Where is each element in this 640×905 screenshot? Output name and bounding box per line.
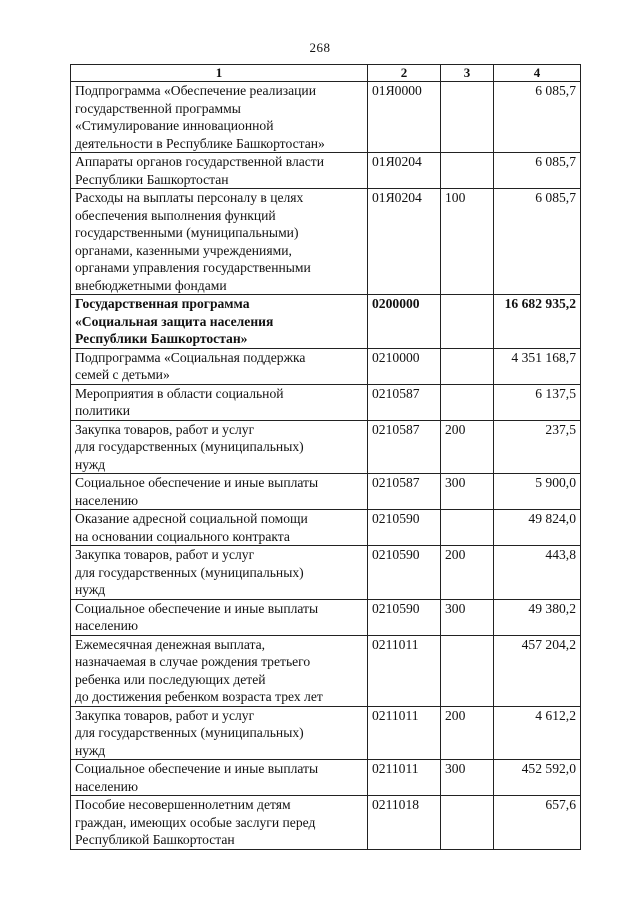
row-expense-type bbox=[441, 510, 494, 546]
row-description bbox=[71, 706, 368, 760]
description-line: Социальное обеспечение и иные выплаты bbox=[75, 600, 319, 616]
description-line: Республикой Башкортостан bbox=[75, 832, 235, 847]
row-amount: 49 824,0 bbox=[494, 510, 581, 546]
row-amount: 5 900,0 bbox=[494, 474, 581, 510]
description-line: государственной программы bbox=[75, 100, 241, 116]
table-header-row bbox=[71, 65, 581, 82]
table-row bbox=[71, 82, 581, 153]
table-row bbox=[71, 384, 581, 420]
row-description bbox=[71, 348, 368, 384]
row-target-code: 01Я0204 bbox=[368, 189, 441, 295]
table-row bbox=[71, 635, 581, 706]
description-line: политики bbox=[75, 403, 131, 418]
table-row bbox=[71, 706, 581, 760]
row-amount: 452 592,0 bbox=[494, 760, 581, 796]
row-expense-type: 300 bbox=[441, 760, 494, 796]
description-line: на основании социального контракта bbox=[75, 528, 290, 544]
row-target-code: 0211011 bbox=[368, 635, 441, 706]
row-amount: 6 085,7 bbox=[494, 189, 581, 295]
description-line: граждан, имеющих особые заслуги перед bbox=[75, 814, 316, 830]
row-target-code: 0211011 bbox=[368, 760, 441, 796]
header-col-3: 3 bbox=[441, 65, 494, 82]
row-target-code: 01Я0204 bbox=[368, 153, 441, 189]
row-amount: 16 682 935,2 bbox=[494, 295, 581, 349]
header-col-2: 2 bbox=[368, 65, 441, 82]
description-line: Социальное обеспечение и иные выплаты bbox=[75, 761, 319, 776]
description-line: внебюджетными фондами bbox=[75, 277, 227, 293]
description-line: для государственных (муниципальных) bbox=[75, 725, 304, 740]
description-line: Ежемесячная денежная выплата, bbox=[75, 636, 266, 652]
table-row bbox=[71, 474, 581, 510]
row-target-code: 0210000 bbox=[368, 348, 441, 384]
row-description bbox=[71, 760, 368, 796]
row-description bbox=[71, 635, 368, 706]
description-line: Подпрограмма «Социальная поддержка bbox=[75, 349, 306, 365]
row-expense-type: 200 bbox=[441, 706, 494, 760]
row-description bbox=[71, 295, 368, 349]
page-number: 268 bbox=[309, 40, 331, 55]
row-expense-type: 100 bbox=[441, 189, 494, 295]
row-expense-type bbox=[441, 153, 494, 189]
description-line: Республики Башкортостан bbox=[75, 171, 229, 187]
table-row bbox=[71, 760, 581, 796]
row-amount: 4 351 168,7 bbox=[494, 348, 581, 384]
row-expense-type bbox=[441, 295, 494, 349]
row-description bbox=[71, 384, 368, 420]
row-expense-type bbox=[441, 635, 494, 706]
row-expense-type: 300 bbox=[441, 474, 494, 510]
row-amount: 657,6 bbox=[494, 796, 581, 850]
row-amount: 237,5 bbox=[494, 420, 581, 474]
description-line: Социальное обеспечение и иные выплаты bbox=[75, 475, 319, 490]
budget-table bbox=[70, 64, 581, 850]
description-line: для государственных (муниципальных) bbox=[75, 564, 304, 580]
row-amount: 457 204,2 bbox=[494, 635, 581, 706]
table-row bbox=[71, 796, 581, 850]
description-line: нужд bbox=[75, 582, 106, 597]
description-line: населению bbox=[75, 492, 139, 508]
row-expense-type bbox=[441, 348, 494, 384]
row-target-code: 0210587 bbox=[368, 420, 441, 474]
description-line: государственными (муниципальными) bbox=[75, 225, 299, 240]
description-line: органами, казенными учреждениями, bbox=[75, 242, 292, 258]
table-row bbox=[71, 546, 581, 600]
table-row bbox=[71, 295, 581, 349]
row-expense-type: 300 bbox=[441, 599, 494, 635]
description-line: Аппараты органов государственной власти bbox=[75, 154, 325, 169]
row-description bbox=[71, 599, 368, 635]
description-line: обеспечения выполнения функций bbox=[75, 207, 276, 223]
row-amount: 443,8 bbox=[494, 546, 581, 600]
row-target-code: 0210587 bbox=[368, 384, 441, 420]
description-line: органами управления государственными bbox=[75, 260, 311, 275]
table-row bbox=[71, 348, 581, 384]
description-line: семей с детьми» bbox=[75, 367, 170, 382]
row-target-code: 0211011 bbox=[368, 706, 441, 760]
description-line: «Стимулирование инновационной bbox=[75, 118, 274, 133]
header-col-1: 1 bbox=[71, 65, 368, 82]
row-expense-type: 200 bbox=[441, 420, 494, 474]
row-target-code: 0210590 bbox=[368, 599, 441, 635]
description-line: для государственных (муниципальных) bbox=[75, 439, 304, 454]
description-line: назначаемая в случае рождения третьего bbox=[75, 654, 311, 669]
table-row bbox=[71, 189, 581, 295]
row-amount: 6 085,7 bbox=[494, 153, 581, 189]
description-line: Закупка товаров, работ и услуг bbox=[75, 707, 255, 723]
row-expense-type bbox=[441, 82, 494, 153]
description-line: Республики Башкортостан» bbox=[75, 331, 248, 346]
description-line: нужд bbox=[75, 742, 106, 758]
description-line: населению bbox=[75, 618, 139, 633]
description-line: до достижения ребенком возраста трех лет bbox=[75, 689, 323, 704]
description-line: Оказание адресной социальной помощи bbox=[75, 511, 308, 526]
table-row bbox=[71, 599, 581, 635]
row-target-code: 01Я0000 bbox=[368, 82, 441, 153]
row-amount: 49 380,2 bbox=[494, 599, 581, 635]
row-target-code: 0210587 bbox=[368, 474, 441, 510]
table-row bbox=[71, 420, 581, 474]
row-expense-type bbox=[441, 384, 494, 420]
row-target-code: 0211018 bbox=[368, 796, 441, 850]
table-row bbox=[71, 153, 581, 189]
row-amount: 6 137,5 bbox=[494, 384, 581, 420]
description-line: Подпрограмма «Обеспечение реализации bbox=[75, 83, 316, 98]
row-description bbox=[71, 796, 368, 850]
description-line: ребенка или последующих детей bbox=[75, 671, 266, 687]
description-line: населению bbox=[75, 778, 139, 794]
row-target-code: 0210590 bbox=[368, 546, 441, 600]
description-line: Закупка товаров, работ и услуг bbox=[75, 547, 255, 562]
row-description bbox=[71, 82, 368, 153]
row-description bbox=[71, 546, 368, 600]
description-line: Мероприятия в области социальной bbox=[75, 385, 284, 401]
header-col-4: 4 bbox=[494, 65, 581, 82]
table-row bbox=[71, 510, 581, 546]
row-amount: 6 085,7 bbox=[494, 82, 581, 153]
row-description bbox=[71, 189, 368, 295]
description-line: Государственная программа bbox=[75, 296, 250, 311]
description-line: Расходы на выплаты персоналу в целях bbox=[75, 190, 304, 205]
row-target-code: 0200000 bbox=[368, 295, 441, 349]
row-description bbox=[71, 474, 368, 510]
row-expense-type bbox=[441, 796, 494, 850]
row-expense-type: 200 bbox=[441, 546, 494, 600]
description-line: деятельности в Республике Башкортостан» bbox=[75, 135, 325, 151]
description-line: «Социальная защита населения bbox=[75, 313, 274, 329]
row-description bbox=[71, 153, 368, 189]
row-description bbox=[71, 420, 368, 474]
description-line: Закупка товаров, работ и услуг bbox=[75, 421, 255, 437]
table-body bbox=[71, 82, 581, 850]
description-line: нужд bbox=[75, 456, 106, 472]
row-target-code: 0210590 bbox=[368, 510, 441, 546]
description-line: Пособие несовершеннолетним детям bbox=[75, 797, 291, 812]
row-description bbox=[71, 510, 368, 546]
row-amount: 4 612,2 bbox=[494, 706, 581, 760]
